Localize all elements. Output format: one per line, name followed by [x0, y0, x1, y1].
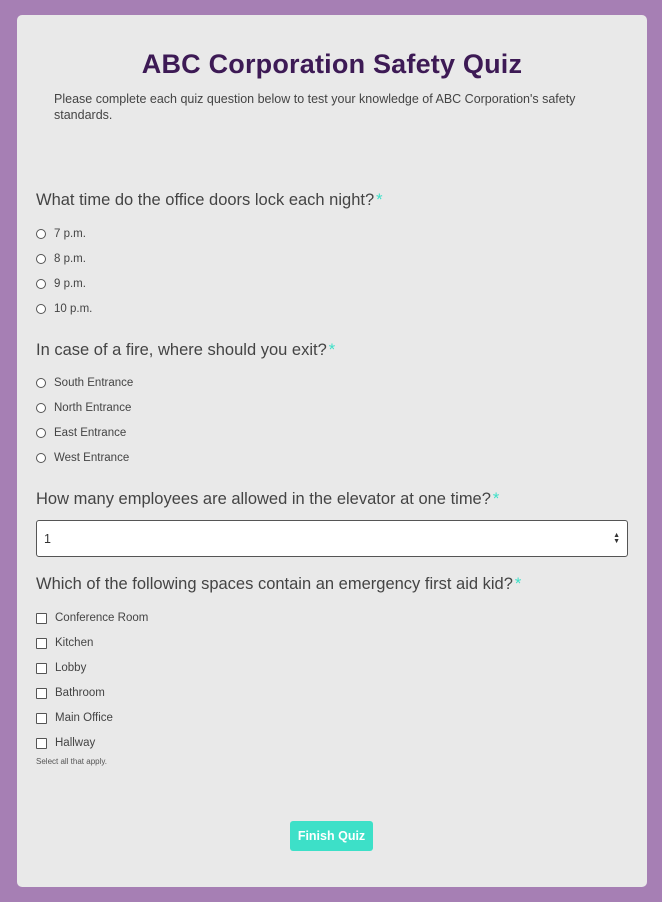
radio-button[interactable] [36, 403, 46, 413]
checkbox[interactable] [36, 613, 47, 624]
option-label: 10 p.m. [54, 303, 93, 315]
checkbox[interactable] [36, 663, 47, 674]
question-2-text: In case of a fire, where should you exit? [36, 341, 327, 359]
option-label: 8 p.m. [54, 253, 86, 265]
elevator-count-select[interactable] [36, 520, 628, 557]
q4-option-main-office[interactable] [36, 710, 113, 726]
quiz-form-card [17, 15, 647, 887]
question-4-hint: Select all that apply. [36, 757, 108, 766]
q2-option-west[interactable] [36, 450, 129, 466]
question-3-label [36, 490, 499, 509]
required-marker: * [328, 341, 336, 359]
option-label: 7 p.m. [54, 228, 86, 240]
q4-option-lobby[interactable] [36, 660, 86, 676]
radio-button[interactable] [36, 304, 46, 314]
option-label: Bathroom [55, 687, 105, 699]
q4-option-hallway[interactable] [36, 735, 95, 751]
required-marker: * [514, 575, 522, 593]
radio-button[interactable] [36, 428, 46, 438]
q4-option-conference-room[interactable] [36, 610, 148, 626]
q1-option-9pm[interactable] [36, 276, 86, 292]
q2-option-east[interactable] [36, 425, 126, 441]
question-1-label [36, 191, 383, 210]
option-label: North Entrance [54, 402, 132, 414]
q2-option-south[interactable] [36, 375, 133, 391]
option-label: Hallway [55, 737, 96, 749]
select-value: 1 [44, 531, 51, 546]
radio-button[interactable] [36, 279, 46, 289]
question-1-text: What time do the office doors lock each night? [36, 191, 375, 209]
required-marker: * [376, 191, 383, 209]
q2-option-north[interactable] [36, 400, 131, 416]
q4-option-bathroom[interactable] [36, 685, 105, 701]
finish-quiz-button[interactable]: Finish Quiz [290, 821, 373, 851]
radio-button[interactable] [36, 453, 46, 463]
question-2-label [36, 341, 335, 360]
q1-option-10pm[interactable] [36, 301, 92, 317]
option-label: East Entrance [54, 427, 127, 439]
option-label: Main Office [55, 712, 113, 724]
checkbox[interactable] [36, 638, 47, 649]
question-3-text: How many employees are allowed in the elevator at one time? [36, 490, 491, 508]
select-arrows-icon: ▲ ▼ [613, 531, 620, 545]
checkbox[interactable] [36, 688, 47, 699]
radio-button[interactable] [36, 378, 46, 388]
required-marker: * [492, 490, 500, 508]
option-label: South Entrance [54, 377, 134, 389]
radio-button[interactable] [36, 254, 46, 264]
q4-option-kitchen[interactable] [36, 635, 93, 651]
q1-option-7pm[interactable] [36, 226, 86, 242]
question-4-label [36, 575, 521, 594]
quiz-intro: Please complete each quiz question below to test your knowledge of ABC Corporation's safety standards. [54, 92, 576, 122]
option-label: 9 p.m. [54, 278, 86, 290]
option-label: Conference Room [55, 612, 149, 624]
page-title: ABC Corporation Safety Quiz [141, 49, 523, 79]
option-label: Kitchen [55, 637, 94, 649]
question-4-text: Which of the following spaces contain an emergency first aid kid? [36, 575, 513, 593]
q1-option-8pm[interactable] [36, 251, 86, 267]
option-label: Lobby [55, 662, 87, 674]
option-label: West Entrance [54, 452, 130, 464]
checkbox[interactable] [36, 738, 47, 749]
radio-button[interactable] [36, 229, 46, 239]
checkbox[interactable] [36, 713, 47, 724]
